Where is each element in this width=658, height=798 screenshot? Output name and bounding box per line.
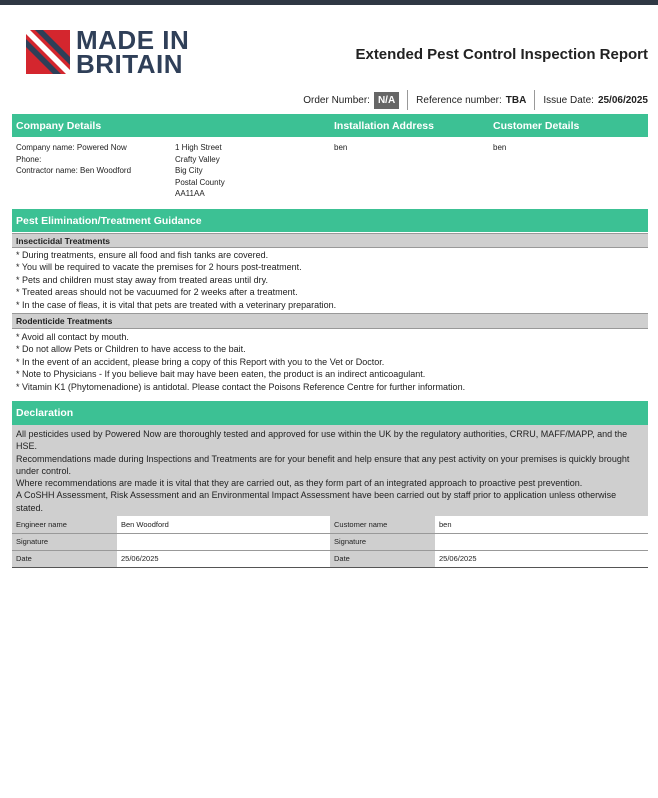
table-row [12,550,648,567]
engineer-signature-field [117,533,330,550]
order-number-badge: N/A [374,92,399,109]
declaration-paragraph: A CoSHH Assessment, Risk Assessment and an Environmental Impact Assessment have been carried out by staff prior to application unless otherwise stated. [16,490,617,513]
customer-signature-field [435,533,648,550]
table-row [12,516,648,533]
declaration-header [12,401,648,425]
report-title: Extended Pest Control Inspection Report [355,46,648,63]
issue-date-value: 25/06/2025 [597,94,648,106]
union-flag-icon [26,30,70,74]
list-item: * Vitamin K1 (Phytomenadione) is antidotal. Please contact the Poisons Reference Centre for further information. [16,381,466,392]
contractor-name: Contractor name: Ben Woodford [16,166,132,175]
declaration-paragraph: Where recommendations are made it is vital that they are carried out, as they form part of an integrated approach to proactive pest prevention. [16,478,583,489]
company-info [16,142,131,177]
list-item: * Treated areas should not be vacuumed for 2 weeks after a treatment. [16,287,298,298]
address-line: AA11AA [175,189,205,198]
table-row [12,533,648,550]
list-item: * You will be required to vacate the premises for 2 hours post-treatment. [16,262,302,273]
logo-wordmark [76,25,190,79]
list-item: * Do not allow Pets or Children to have access to the bait. [16,344,246,355]
engineer-name-label: Engineer name [12,516,117,533]
engineer-signature-label: Signature [12,533,117,550]
guidance-header [12,209,648,232]
list-item: * Note to Physicians - If you believe bait may have been eaten, the product is an indirect anticoagulant. [16,369,426,380]
reference-number-value: TBA [505,94,527,106]
report-meta [295,90,648,110]
list-item: * In the case of fleas, it is vital that pets are treated with a veterinary preparation. [16,299,337,310]
list-item: * Pets and children must stay away from treated areas until dry. [16,274,268,285]
company-phone: Phone: [16,154,42,164]
rodenticide-header [12,313,648,329]
customer-details-value: ben [493,143,507,152]
engineer-date-label: Date [12,550,117,567]
order-number-label: Order Number: [303,94,370,106]
insecticidal-header [12,233,648,248]
installation-address-heading: Installation Address [334,119,434,132]
customer-name-value: ben [435,516,648,533]
rodenticide-title: Rodenticide Treatments [16,316,113,326]
declaration-text [12,425,648,516]
declaration-paragraph: All pesticides used by Powered Now are thoroughly tested and approved for use within the UK by the regulatory authorities, CRRU, MAFF/MAPP, and the HSE. [16,429,628,452]
logo-line-1: MADE IN [76,25,190,55]
insecticidal-list [16,249,336,311]
address-line: 1 High Street [175,143,222,152]
engineer-date-value: 25/06/2025 [117,550,330,567]
installation-address-value: ben [334,143,348,152]
issue-date-label: Issue Date: [543,94,594,106]
logo-line-2: BRITAIN [76,49,184,79]
customer-date-value: 25/06/2025 [435,550,648,567]
customer-date-label: Date [330,550,435,567]
order-number [295,92,407,109]
rodenticide-list [16,331,465,393]
insecticidal-title: Insecticidal Treatments [16,235,111,246]
details-header [12,114,648,137]
customer-name-label: Customer name [330,516,435,533]
address-line: Postal County [175,177,225,187]
company-name: Company name: Powered Now [16,143,127,152]
address-line: Big City [175,166,203,175]
declaration-title: Declaration [16,407,74,419]
guidance-title: Pest Elimination/Treatment Guidance [16,214,202,227]
engineer-name-value: Ben Woodford [117,516,330,533]
company-details-heading: Company Details [16,119,102,132]
customer-signature-label: Signature [330,533,435,550]
reference-number-label: Reference number: [416,94,502,106]
address-line: Crafty Valley [175,154,220,164]
list-item: * In the event of an accident, please bring a copy of this Report with you to the Vet or Doctor. [16,356,385,367]
signoff-table [12,516,648,568]
top-bar [0,0,658,5]
made-in-britain-logo [26,25,202,79]
list-item: * Avoid all contact by mouth. [16,332,129,342]
issue-date [535,95,648,106]
list-item: * During treatments, ensure all food and fish tanks are covered. [16,250,269,260]
declaration-paragraph: Recommendations made during Inspections and Treatments are for your benefit and help ensure that any pest activity on your premises is quickly brought under control. [16,453,630,476]
customer-details-heading: Customer Details [493,119,580,132]
reference-number [408,95,534,106]
company-address [175,142,225,200]
